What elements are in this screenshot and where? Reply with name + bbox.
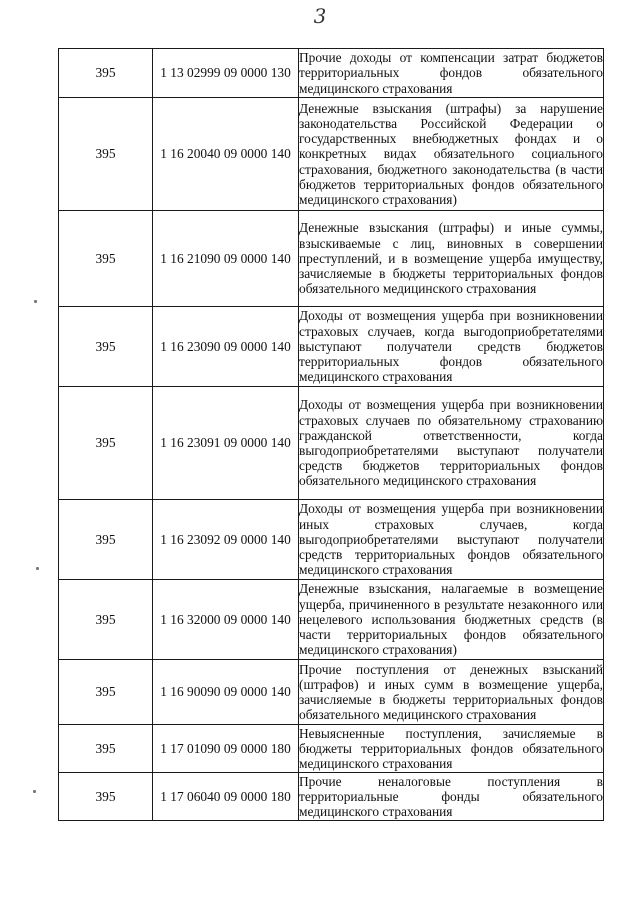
admin-code-cell: 395	[59, 725, 153, 773]
budget-code-cell: 1 16 21090 09 0000 140	[153, 211, 299, 307]
description-cell: Денежные взыскания (штрафы) и иные суммы, взыскиваемые с лиц, виновных в совершении преступлений, и в возмещение ущерба имуществу, зачисляемые в бюджеты территориальных фондов обязательного медицинского страхования	[299, 211, 604, 307]
description-cell: Прочие поступления от денежных взысканий (штрафов) и иных сумм в возмещение ущерба, зачисляемые в бюджеты территориальных фондов обязательного медицинского страхования	[299, 660, 604, 725]
revenue-codes-table	[58, 48, 604, 821]
budget-code-cell: 1 16 90090 09 0000 140	[153, 660, 299, 725]
scan-speck	[33, 790, 36, 793]
description-cell: Денежные взыскания (штрафы) за нарушение законодательства Российской Федерации о государственных внебюджетных фондах и о конкретных видах обязательного социального страхования, бюджетного законодательства (в части бюджетов территориальных фондов обязательного медицинского страхования)	[299, 98, 604, 211]
description-cell: Денежные взыскания, налагаемые в возмещение ущерба, причиненного в результате незаконного или нецелевого использования бюджетных средств (в части территориальных фондов обязательного медицинского страхования)	[299, 580, 604, 660]
admin-code-cell: 395	[59, 98, 153, 211]
budget-code-cell: 1 16 23092 09 0000 140	[153, 500, 299, 580]
description-cell: Прочие неналоговые поступления в территориальные фонды обязательного медицинского страхования	[299, 773, 603, 820]
description-cell: Доходы от возмещения ущерба при возникновении иных страховых случаев, когда выгодоприобретателями выступают получатели средств территориальных фондов обязательного медицинского страхования	[299, 500, 604, 580]
budget-code-cell: 1 16 23091 09 0000 140	[153, 387, 299, 500]
table-row	[59, 660, 604, 725]
admin-code-cell: 395	[59, 387, 153, 500]
admin-code-cell: 395	[59, 660, 153, 725]
admin-code-cell: 395	[59, 49, 153, 98]
table-row	[59, 98, 604, 211]
budget-code-cell: 1 16 23090 09 0000 140	[153, 307, 299, 387]
scan-speck	[36, 567, 39, 570]
budget-code-cell: 1 13 02999 09 0000 130	[153, 49, 299, 98]
table-row	[59, 387, 604, 500]
admin-code-cell: 395	[59, 307, 153, 387]
budget-code-cell: 1 16 32000 09 0000 140	[153, 580, 299, 660]
admin-code-cell: 395	[59, 580, 153, 660]
page-number: 3	[313, 4, 327, 28]
budget-code-cell: 1 16 20040 09 0000 140	[153, 98, 299, 211]
admin-code-cell: 395	[59, 773, 153, 821]
description-cell: Доходы от возмещения ущерба при возникновении страховых случаев, когда выгодоприобретателями выступают получатели средств бюджетов территориальных фондов обязательного медицинского страхования	[299, 307, 604, 387]
scan-speck	[34, 300, 37, 303]
budget-code-cell: 1 17 06040 09 0000 180	[153, 773, 299, 821]
description-cell: Доходы от возмещения ущерба при возникновении страховых случаев по обязательному страхованию гражданской ответственности, когда выгодоприобретателями выступают получатели средств бюджетов территориальных фондов обязательного медицинского страхования	[299, 387, 604, 500]
table-row	[59, 580, 604, 660]
table-row	[59, 307, 604, 387]
table-row	[59, 49, 604, 98]
admin-code-cell: 395	[59, 500, 153, 580]
table-row	[59, 773, 604, 821]
description-cell: Невыясненные поступления, зачисляемые в бюджеты территориальных фондов обязательного медицинского страхования	[299, 725, 603, 772]
admin-code-cell: 395	[59, 211, 153, 307]
description-cell: Прочие доходы от компенсации затрат бюджетов территориальных фондов обязательного медицинского страхования	[299, 50, 603, 96]
table-row	[59, 725, 604, 773]
budget-code-cell: 1 17 01090 09 0000 180	[153, 725, 299, 773]
table-row	[59, 500, 604, 580]
table-row	[59, 211, 604, 307]
